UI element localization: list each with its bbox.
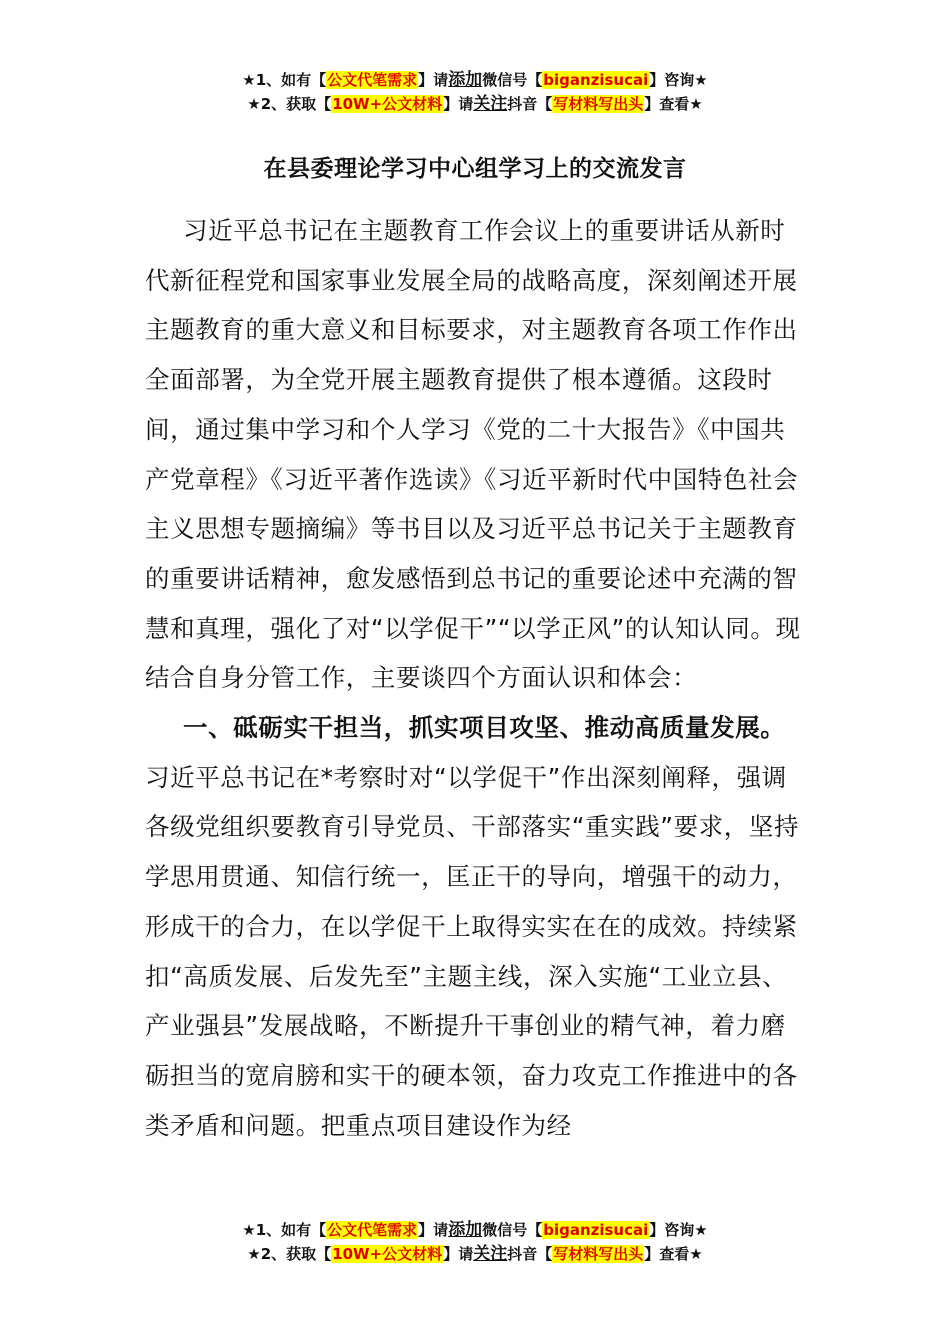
paragraph-section-1: 习近平总书记在*考察时对“以学促干”作出深刻阐释，强调各级党组织要教育引导党员、干部落实“重实践”要求，坚持学思用贯通、知信行统一，匡正干的导向，增强干的动力，形成干的合力，在以学促干上取得实实在在的成效。持续紧扣“高质发展、后发先至”主题主线，深入实施“工业立县、产业强县”发展战略，不断提升干事创业的精气神，着力磨砺担当的宽肩膀和实干的硬本领，奋力攻克工作推进中的各类矛盾和问题。把重点项目建设作为经 <box>145 762 800 1140</box>
paragraph-intro: 习近平总书记在主题教育工作会议上的重要讲话从新时代新征程党和国家事业发展全局的战略高度，深刻阐述开展主题教育的重大意义和目标要求，对主题教育各项工作作出全面部署，为全党开展主题教育提供了根本遵循。这段时间，通过集中学习和个人学习《党的二十大报告》《中国共产党章程》《习近平著作选读》《习近平新时代中国特色社会主义思想专题摘编》等书目以及习近平总书记关于主题教育的重要讲话精神，愈发感悟到总书记的重要论述中充满的智慧和真理，强化了对“以学促干”“以学正风”的认知认同。现结合自身分管工作，主要谈四个方面认识和体会： <box>145 216 801 693</box>
footer-banner <box>0 1218 950 1266</box>
banner-line-1: ★1、如有【公文代笔需求】请添加微信号【biganzisucai】咨询★ <box>242 70 708 90</box>
banner-line-2: ★2、获取【10W+公文材料】请关注抖音【写材料写出头】查看★ <box>247 94 703 114</box>
header-banner <box>0 68 950 116</box>
highlight-douyin-account: 写材料写出头 <box>553 1245 644 1263</box>
highlight-douyin-account: 写材料写出头 <box>553 95 644 113</box>
document-title: 在县委理论学习中心组学习上的交流发言 <box>263 156 687 182</box>
highlight-wechat-id: biganzisucai <box>543 71 649 89</box>
highlight-materials: 10W+公文材料 <box>332 95 443 113</box>
highlight-materials: 10W+公文材料 <box>332 1245 443 1263</box>
highlight-wechat-id: biganzisucai <box>543 1221 649 1239</box>
banner-line-2: ★2、获取【10W+公文材料】请关注抖音【写材料写出头】查看★ <box>247 1244 703 1264</box>
section-heading-1: 一、砥砺实干担当，抓实项目攻坚、推动高质量发展。 <box>183 713 786 743</box>
highlight-writing-service: 公文代笔需求 <box>327 71 418 89</box>
document-body <box>145 206 810 1150</box>
banner-line-1: ★1、如有【公文代笔需求】请添加微信号【biganzisucai】咨询★ <box>242 1220 708 1240</box>
highlight-writing-service: 公文代笔需求 <box>327 1221 418 1239</box>
